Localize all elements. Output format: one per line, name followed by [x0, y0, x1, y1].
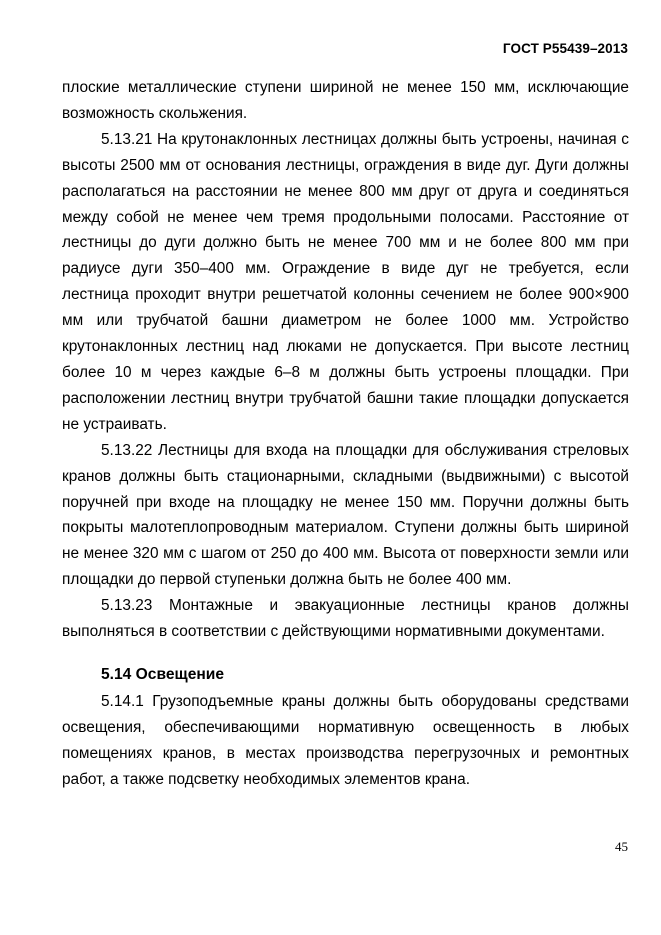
page-number: 45	[615, 839, 628, 854]
paragraph-5-13-22: 5.13.22 Лестницы для входа на площадки для обслуживания стреловых кранов должны быть стационарными, складными (выдвижными) с высотой поручней при входе на площадку не менее 150 мм. Поручни должны быть покрыты малотеплопроводным материалом. Ступени должны быть шириной не менее 320 мм с шагом от 250 до 400 мм. Высота от поверхности земли или площадки до первой ступеньки должна быть не более 400 мм.	[62, 441, 629, 589]
paragraph-5-13-23: 5.13.23 Монтажные и эвакуационные лестницы кранов должны выполняться в соответствии с действующими нормативными документами.	[62, 597, 629, 641]
paragraph-5-14-1: 5.14.1 Грузоподъемные краны должны быть оборудованы средствами освещения, обеспечивающими нормативную освещенность в любых помещениях кранов, в местах производства перегрузочных и ремонтных работ, а также подсветку необходимых элементов крана.	[62, 692, 629, 788]
paragraph-5-13-21: 5.13.21 На крутонаклонных лестницах должны быть устроены, начиная с высоты 2500 мм от основания лестницы, ограждения в виде дуг. Дуги должны располагаться на расстоянии не менее 800 мм друг от друга и соединяться между собой не менее чем тремя продольными полосами. Расстояние от лестницы до дуги должно быть не менее 700 мм и не более 800 мм при радиусе дуги 350–400 мм. Ограждение в виде дуг не требуется, если лестница проходит внутри решетчатой колонны сечением не более 900×900 мм или трубчатой башни диаметром не более 1000 мм. Устройство крутонаклонных лестниц над люками не допускается. При высоте лестниц более 10 м через каждые 6–8 м должны быть устроены площадки. При расположении лестниц внутри трубчатой башни такие площадки допускается не устраивать.	[62, 130, 629, 433]
document-code-header: ГОСТ Р55439–2013	[502, 41, 628, 56]
section-heading-5-14: 5.14 Освещение	[101, 665, 225, 683]
document-body	[62, 75, 629, 792]
paragraph-continuation: плоские металлические ступени шириной не менее 150 мм, исключающие возможность скольжения.	[62, 79, 629, 122]
